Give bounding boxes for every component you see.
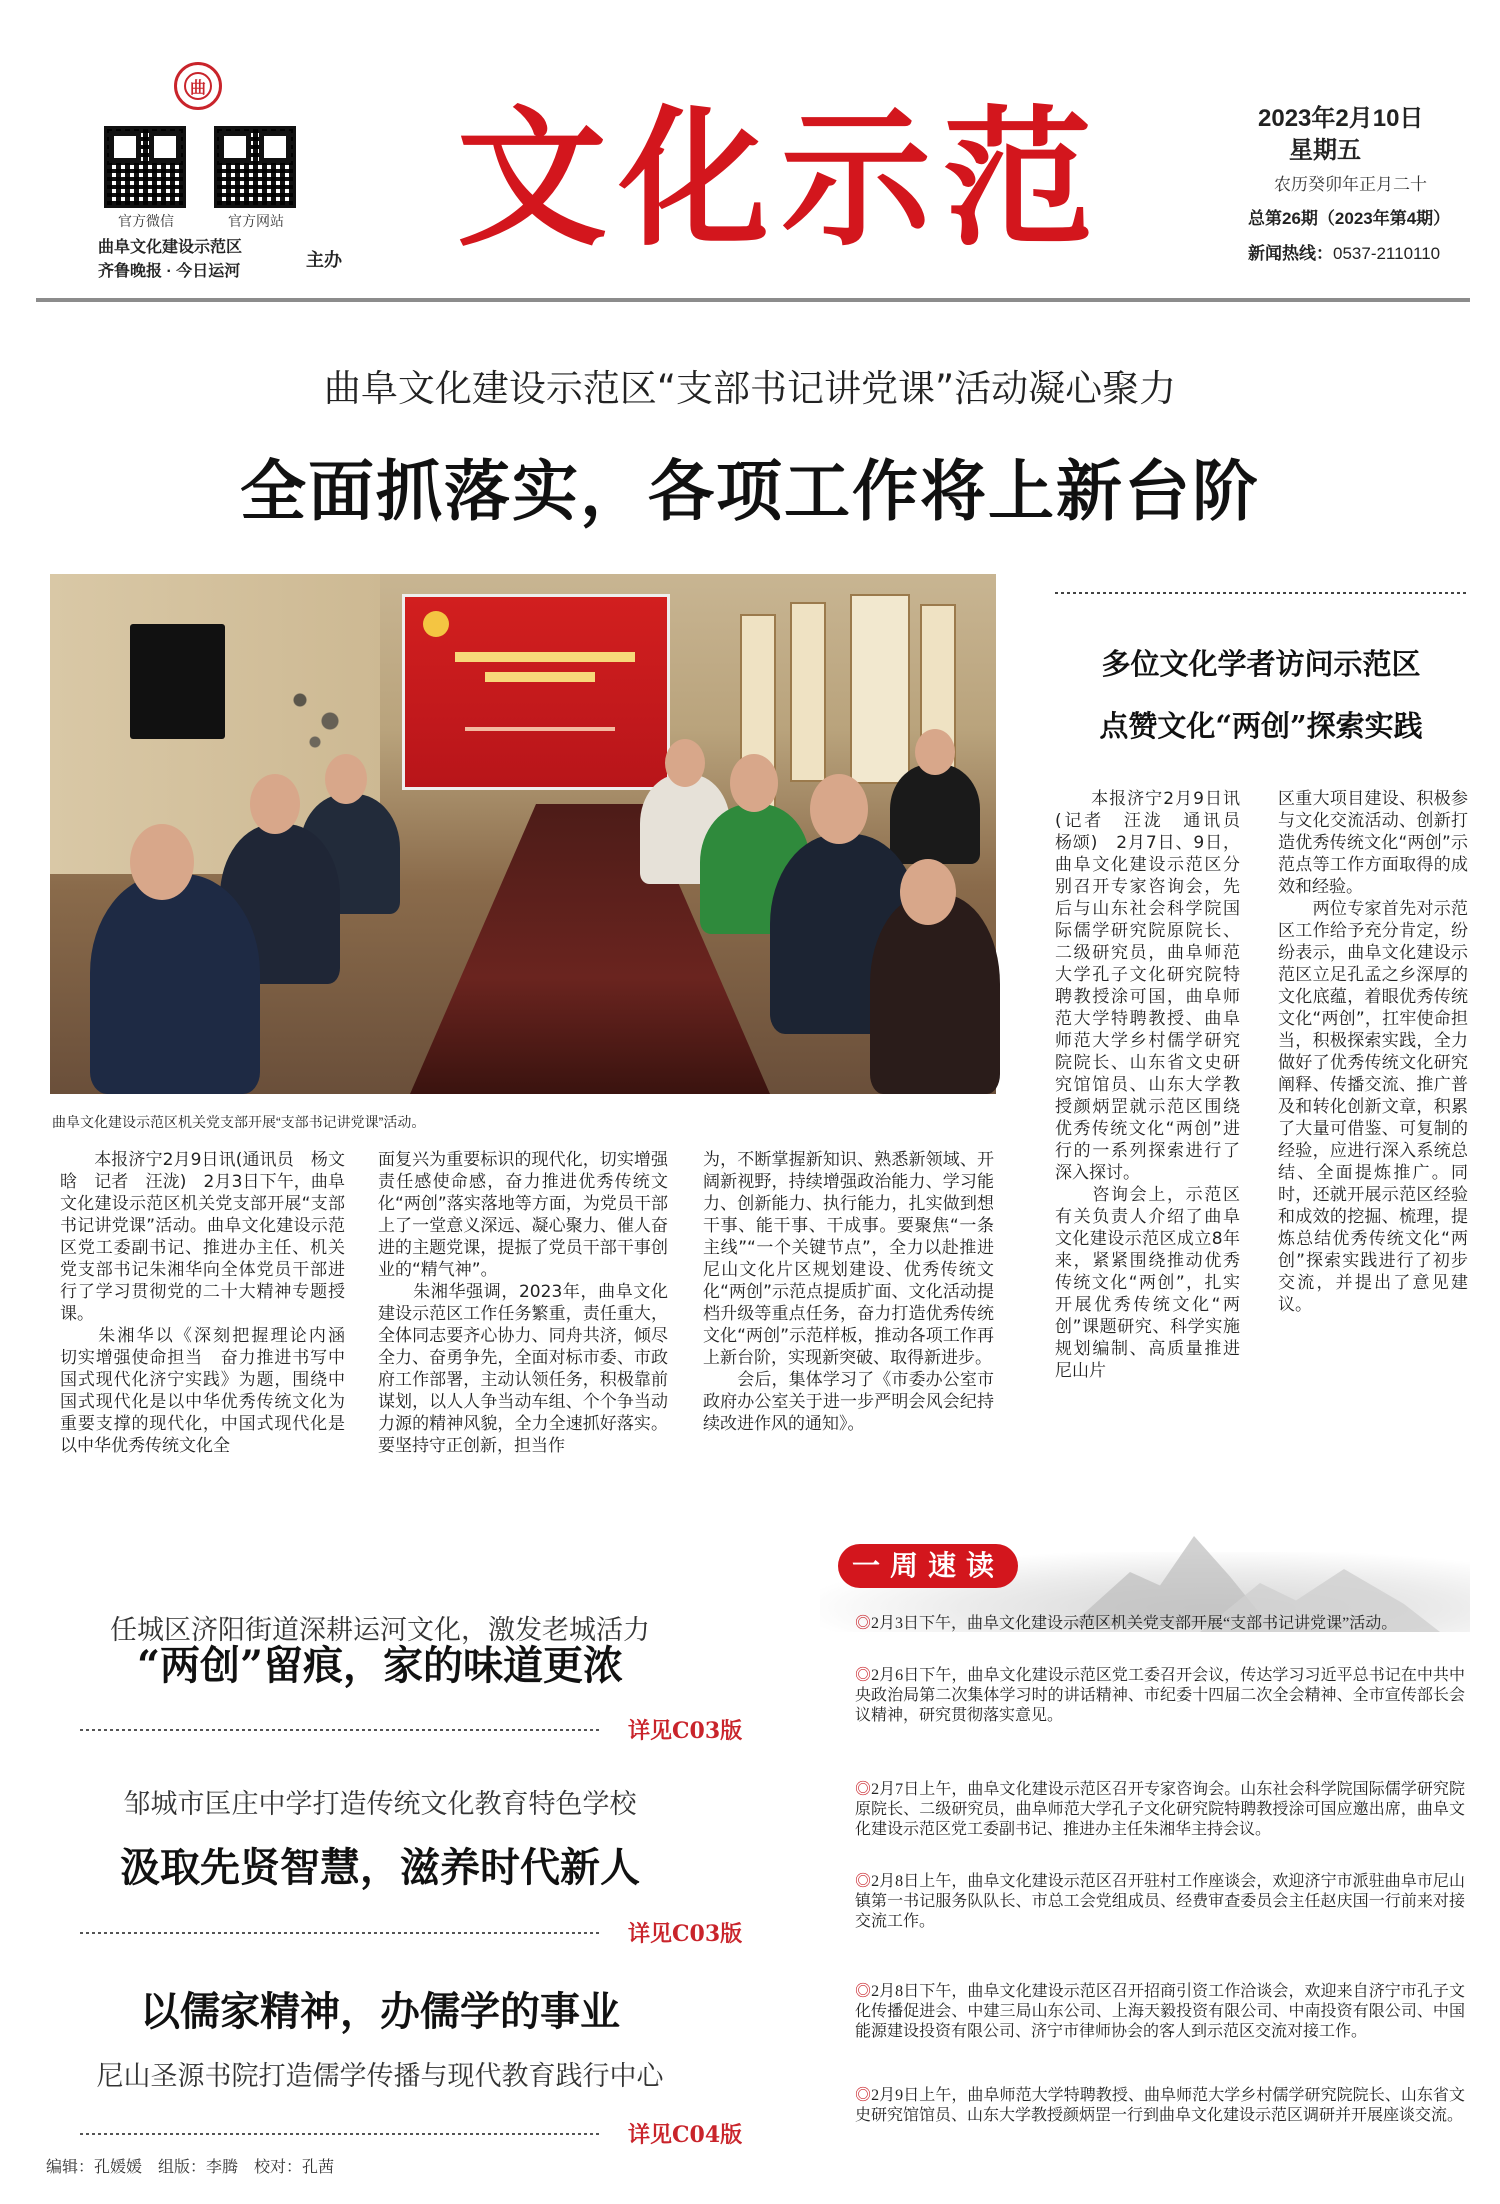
teaser-1-kicker: 任城区济阳街道深耕运河文化，激发老城活力 xyxy=(110,1615,650,1646)
weekly-item xyxy=(855,1982,1465,2042)
weekly-item xyxy=(855,2086,1465,2126)
sidebar-divider xyxy=(1055,592,1467,594)
weekly-item-text: 2月8日上午，曲阜文化建设示范区召开驻村工作座谈会，欢迎济宁市派驻曲阜市尼山镇第一书记服务队队长、市总工会党组成员、经费审查委员会主任赵庆国一行前来对接交流工作。 xyxy=(855,1873,1465,1930)
lead-body-column-1: 本报济宁2月9日讯(通讯员 杨文晗 记者 汪泷) 2月3日下午，曲阜文化建设示范区机关党支部开展“支部书记讲党课”活动。曲阜文化建设示范区党工委副书记、推进办主任、机关党支部书记朱湘华向全体党员干部进行了学习贯彻党的二十大精神专题授课。 朱湘华以《深刻把握理论内涵 切实增强使命担当 奋力推进书写中国式现代化济宁实践》为题，围绕中国式现代化是以中华优秀传统文化为重要支撑的现代化，中国式现代化是以中华优秀传统文化全 xyxy=(60,1150,345,1456)
issue-date: 2023年2月10日 xyxy=(1258,105,1424,132)
weekly-item xyxy=(855,1872,1465,1932)
lunar-date: 农历癸卯年正月二十 xyxy=(1274,175,1427,194)
bullet-icon: ◎ xyxy=(855,1615,872,1632)
sidebar-body-column-1: 本报济宁2月9日讯(记者 汪泷 通讯员 杨颂) 2月7日、9日，曲阜文化建设示范区分别召开专家咨询会，先后与山东社会科学院国际儒学研究院原院长、二级研究员，曲阜师范大学孔子文化研究院特聘教授涂可国，曲阜师范大学特聘教授、曲阜师范大学乡村儒学研究院院长、山东省文史研究馆馆员、山东大学教授颜炳罡就示范区围绕优秀传统文化“两创”进行的一系列探索进行了深入探讨。 咨询会上，示范区有关负责人介绍了曲阜文化建设示范区成立8年来，紧紧围绕推动优秀传统文化“两创”，扎实开展优秀传统文化“两创”课题研究、科学实施规划编制、高质量推进尼山片 xyxy=(1055,789,1240,1381)
weekly-item xyxy=(855,1780,1465,1840)
issue-weekday: 星期五 xyxy=(1289,137,1361,164)
teaser-1-divider xyxy=(80,1729,600,1731)
lead-body-column-3: 为，不断掌握新知识、熟悉新领域、开阔新视野，持续增强政治能力、学习能力、创新能力、执行能力，扎实做到想干事、能干事、干成事。要聚焦“一条主线”“一个关键节点”，全力以赴推进尼山文化片区规划建设、优秀传统文化“两创”示范点提质扩面、文化活动提档升级等重点任务，奋力打造优秀传统文化“两创”示范样板，推动各项工作再上新台阶，实现新突破、取得新进步。 会后，集体学习了《市委办公室市政府办公室关于进一步严明会风会纪持续改进作风的通知》。 xyxy=(703,1150,994,1434)
photo-caption: 曲阜文化建设示范区机关党支部开展“支部书记讲党课”活动。 xyxy=(52,1114,426,1130)
projection-screen xyxy=(402,594,670,790)
sidebar-headline-line-2[interactable]: 点赞文化“两创”探索实践 xyxy=(1099,709,1423,743)
qr-code-website[interactable] xyxy=(214,126,296,208)
teaser-3-page-link[interactable]: 详见C04版 xyxy=(628,2122,743,2148)
teaser-3-kicker: 尼山圣源书院打造儒学传播与现代教育践行中心 xyxy=(96,2061,664,2092)
teaser-2-kicker: 邹城市匡庄中学打造传统文化教育特色学校 xyxy=(123,1789,637,1820)
bullet-icon: ◎ xyxy=(855,1667,872,1684)
weekly-badge: 一周速读 xyxy=(838,1544,1018,1588)
qr-label-website: 官方网站 xyxy=(228,213,284,229)
weekly-item xyxy=(855,1614,1465,1634)
weekly-item xyxy=(855,1666,1465,1726)
masthead-divider xyxy=(36,298,1470,302)
bullet-icon: ◎ xyxy=(855,1873,872,1890)
emblem-logo: 曲 xyxy=(174,62,222,110)
issue-number: 总第26期（2023年第4期） xyxy=(1248,209,1451,228)
qr-code-wechat[interactable] xyxy=(104,126,186,208)
sponsor-role: 主办 xyxy=(306,250,342,270)
sidebar-body-column-2: 区重大项目建设、积极参与文化交流活动、创新打造优秀传统文化“两创”示范点等工作方面取得的成效和经验。 两位专家首先对示范区工作给予充分肯定，纷纷表示，曲阜文化建设示范区立足孔孟之乡深厚的文化底蕴，着眼优秀传统文化“两创”，扛牢使命担当，积极探索实践，全力做好了优秀传统文化研究阐释、传播交流、推广普及和转化创新文章，积累了大量可借鉴、可复制的经验，应进行深入系统总结、全面提炼推广。同时，还就开展示范区经验和成效的挖掘、梳理，提炼总结优秀传统文化“两创”探索实践进行了初步交流，并提出了意见建议。 xyxy=(1278,789,1468,1315)
teaser-1-headline[interactable]: “两创”留痕，家的味道更浓 xyxy=(136,1642,623,1689)
masthead xyxy=(36,56,1470,302)
teaser-3-headline[interactable]: 以儒家精神，办儒学的事业 xyxy=(140,1988,620,2035)
weekly-item-text: 2月8日下午，曲阜文化建设示范区召开招商引资工作洽谈会，欢迎来自济宁市孔子文化传播促进会、中建三局山东公司、上海天毅投资有限公司、中南投资有限公司、中国能源建设投资有限公司、济宁市律师协会的客人到示范区交流对接工作。 xyxy=(855,1983,1465,2040)
sidebar-headline-line-1[interactable]: 多位文化学者访问示范区 xyxy=(1101,647,1421,681)
weekly-item-text: 2月9日上午，曲阜师范大学特聘教授、曲阜师范大学乡村儒学研究院院长、山东省文史研究馆馆员、山东大学教授颜炳罡一行到曲阜文化建设示范区调研并开展座谈交流。 xyxy=(855,2087,1465,2124)
qr-label-wechat: 官方微信 xyxy=(118,213,174,229)
teaser-2-divider xyxy=(80,1932,600,1934)
sponsor-line-2: 齐鲁晚报 · 今日运河 xyxy=(98,263,241,280)
teaser-1-page-link[interactable]: 详见C03版 xyxy=(628,1718,743,1744)
sponsor-line-1: 曲阜文化建设示范区 xyxy=(98,239,243,256)
news-hotline xyxy=(1248,239,1440,264)
bullet-icon: ◎ xyxy=(855,1781,872,1798)
paper-name: 文化示范 xyxy=(456,93,1105,267)
lead-kicker: 曲阜文化建设示范区“支部书记讲党课”活动凝心聚力 xyxy=(323,367,1177,410)
bullet-icon: ◎ xyxy=(855,2087,872,2104)
lead-body-column-2: 面复兴为重要标识的现代化，切实增强责任感使命感，奋力推进优秀传统文化“两创”落实落地等方面，为党员干部上了一堂意义深远、凝心聚力、催人奋进的主题党课，提振了党员干部干事创业的“精气神”。 朱湘华强调，2023年，曲阜文化建设示范区工作任务繁重，责任重大，全体同志要齐心协力、同舟共济，倾尽全力、奋勇争先，全面对标市委、市政府工作部署，主动认领任务，积极靠前谋划，以人人争当动车组、个个争当动力源的精神风貌，全力全速抓好落实。要坚持守正创新，担当作 xyxy=(378,1150,668,1456)
weekly-item-text: 2月3日下午，曲阜文化建设示范区机关党支部开展“支部书记讲党课”活动。 xyxy=(871,1615,1398,1632)
lead-photo xyxy=(50,574,996,1094)
hotline-number: 0537-2110110 xyxy=(1333,244,1441,263)
teaser-3-divider xyxy=(80,2133,600,2135)
wall-tv xyxy=(130,624,225,739)
hotline-label: 新闻热线： xyxy=(1248,244,1333,263)
teaser-2-headline[interactable]: 汲取先贤智慧，滋养时代新人 xyxy=(120,1844,640,1891)
weekly-item-text: 2月6日下午，曲阜文化建设示范区党工委召开会议，传达学习习近平总书记在中共中央政治局第二次集体学习时的讲话精神、市纪委十四届二次全会精神、全市宣传部长会议精神，研究贯彻落实意见。 xyxy=(855,1667,1465,1724)
weekly-item-text: 2月7日上午，曲阜文化建设示范区召开专家咨询会。山东社会科学院国际儒学研究院原院长、二级研究员，曲阜师范大学孔子文化研究院特聘教授涂可国应邀出席，曲阜文化建设示范区党工委副书记、推进办主任朱湘华主持会议。 xyxy=(855,1781,1465,1838)
bullet-icon: ◎ xyxy=(855,1983,872,2000)
editorial-credits: 编辑：孔媛媛 组版：李腾 校对：孔茜 xyxy=(46,2159,335,2176)
teaser-2-page-link[interactable]: 详见C03版 xyxy=(628,1921,743,1947)
lead-headline[interactable]: 全面抓落实，各项工作将上新台阶 xyxy=(240,452,1260,530)
